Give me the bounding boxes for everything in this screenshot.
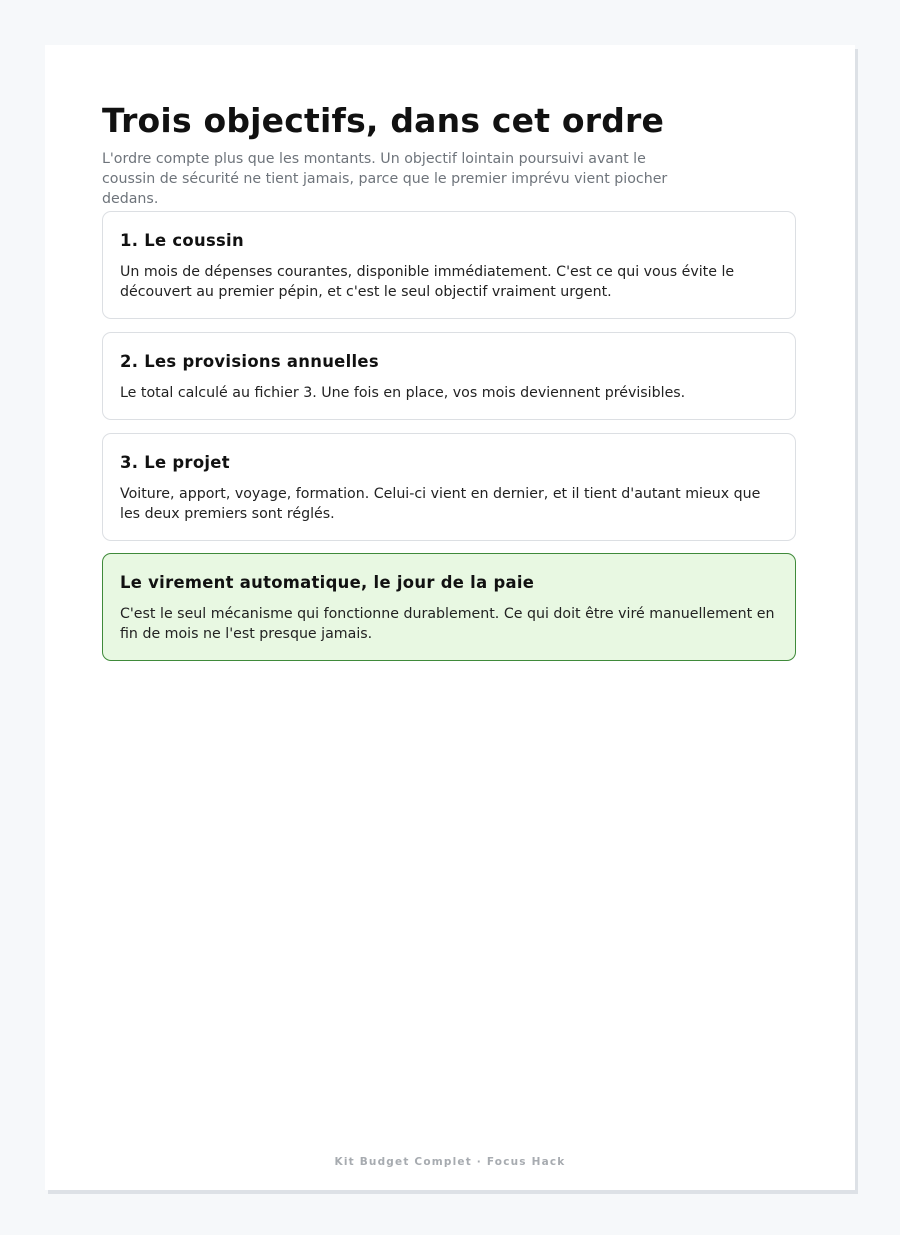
goal-card-body: Le total calculé au fichier 3. Une fois en place, vos mois deviennent prévisibles.: [120, 385, 686, 401]
intro-paragraph: L'ordre compte plus que les montants. Un objectif lointain poursuivi avant le coussin de sécurité ne tient jamais, parce que le premier imprévu vient piocher dedans.: [102, 151, 668, 207]
goal-card-heading: 3. Le projet: [120, 453, 230, 472]
goal-card-heading: 2. Les provisions annuelles: [120, 352, 379, 371]
page-footer: Kit Budget Complet · Focus Hack: [334, 1156, 566, 1168]
highlight-card-body: C'est le seul mécanisme qui fonctionne durablement. Ce qui doit être viré manuellement en fin de mois ne l'est presque jamais.: [120, 606, 775, 642]
page-title: Trois objectifs, dans cet ordre: [102, 101, 665, 140]
goal-card-heading: 1. Le coussin: [120, 231, 244, 250]
goal-card-provisions: [102, 332, 796, 420]
goal-card-body: Un mois de dépenses courantes, disponible immédiatement. C'est ce qui vous évite le découvert au premier pépin, et c'est le seul objectif vraiment urgent.: [120, 264, 735, 300]
goal-card-projet: [102, 433, 796, 541]
goal-card-body: Voiture, apport, voyage, formation. Celui-ci vient en dernier, et il tient d'autant mieux que les deux premiers sont réglés.: [120, 486, 761, 522]
document-page: [45, 45, 855, 1190]
highlight-card-heading: Le virement automatique, le jour de la paie: [120, 573, 535, 592]
highlight-card-virement: [102, 553, 796, 661]
goal-card-coussin: [102, 211, 796, 319]
